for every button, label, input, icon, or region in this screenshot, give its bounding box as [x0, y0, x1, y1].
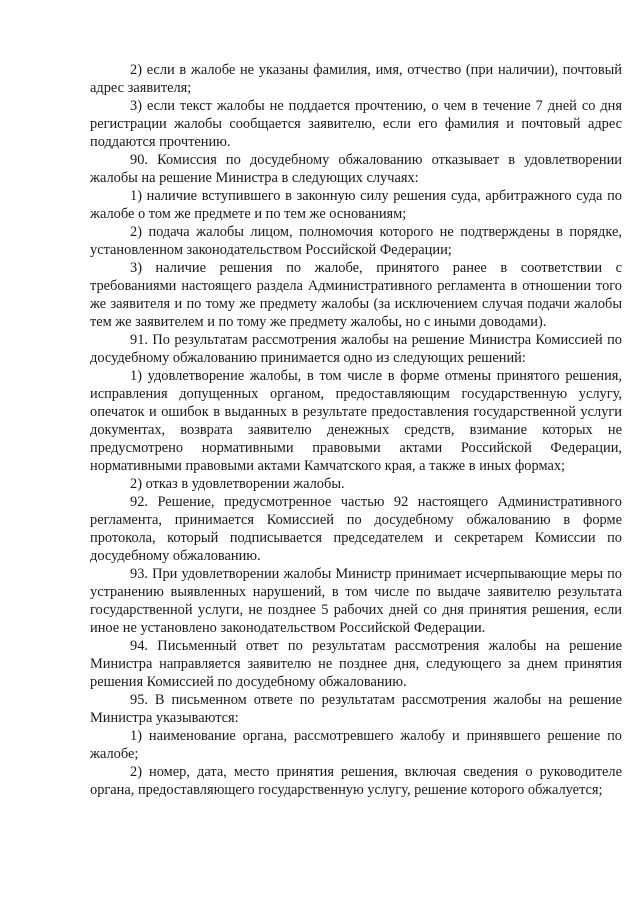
paragraph-item-2-no-name: 2) если в жалобе не указаны фамилия, имя, отчество (при наличии), почтовый адрес заявителя;: [90, 62, 622, 96]
document-body: [90, 61, 622, 799]
paragraph-item-3-unreadable: 3) если текст жалобы не поддается прочтению, о чем в течение 7 дней со дня регистрации жалобы сообщается заявителю, если его фамилия и почтовый адрес поддаются прочтению.: [90, 98, 622, 150]
paragraph-90: 90. Комиссия по досудебному обжалованию отказывает в удовлетворении жалобы на решение Министра в следующих случаях:: [90, 152, 622, 186]
paragraph-91-item-2: 2) отказ в удовлетворении жалобы.: [130, 476, 345, 492]
paragraph-94: 94. Письменный ответ по результатам рассмотрения жалобы на решение Министра направляется заявителю не позднее дня, следующего за днем принятия решения Комиссией по досудебному обжалованию.: [90, 638, 622, 690]
paragraph-95-item-2: 2) номер, дата, место принятия решения, включая сведения о руководителе органа, предоставляющего государственную услугу, решение которого обжалуется;: [90, 764, 622, 798]
paragraph-90-item-1: 1) наличие вступившего в законную силу решения суда, арбитражного суда по жалобе о том же предмете и по тем же основаниям;: [90, 188, 622, 222]
paragraph-91: 91. По результатам рассмотрения жалобы на решение Министра Комиссией по досудебному обжалованию принимается одно из следующих решений:: [90, 332, 622, 366]
paragraph-92: 92. Решение, предусмотренное частью 92 настоящего Административного регламента, принимается Комиссией по досудебному обжалованию в форме протокола, который подписывается председателем и секретарем Комиссии по досудебному обжалованию.: [90, 494, 622, 564]
paragraph-90-item-2: 2) подача жалобы лицом, полномочия которого не подтверждены в порядке, установленном законодательством Российской Федерации;: [90, 224, 622, 258]
paragraph-91-item-1: 1) удовлетворение жалобы, в том числе в форме отмены принятого решения, исправления допущенных органом, предоставляющим государственную услугу, опечаток и ошибок в выданных в результате предоставления государственной услуги документах, возврата заявителю денежных средств, взимание которых не предусмотрено нормативными правовыми актами Российской Федерации, нормативными правовыми актами Камчатского края, а также в иных формах;: [90, 368, 622, 474]
paragraph-95-item-1: 1) наименование органа, рассмотревшего жалобу и принявшего решение по жалобе;: [90, 728, 622, 762]
paragraph-95: 95. В письменном ответе по результатам рассмотрения жалобы на решение Министра указываются:: [90, 692, 622, 726]
paragraph-90-item-3: 3) наличие решения по жалобе, принятого ранее в соответствии с требованиями настоящего раздела Административного регламента в отношении того же заявителя и по тому же предмету жалобы (за исключением случая подачи жалобы тем же заявителем и по тому же предмету жалобы, но с иными доводами).: [90, 260, 622, 330]
paragraph-93: 93. При удовлетворении жалобы Министр принимает исчерпывающие меры по устранению выявленных нарушений, в том числе по выдаче заявителю результата государственной услуги, не позднее 5 рабочих дней со дня принятия решения, если иное не установлено законодательством Российской Федерации.: [90, 566, 622, 636]
